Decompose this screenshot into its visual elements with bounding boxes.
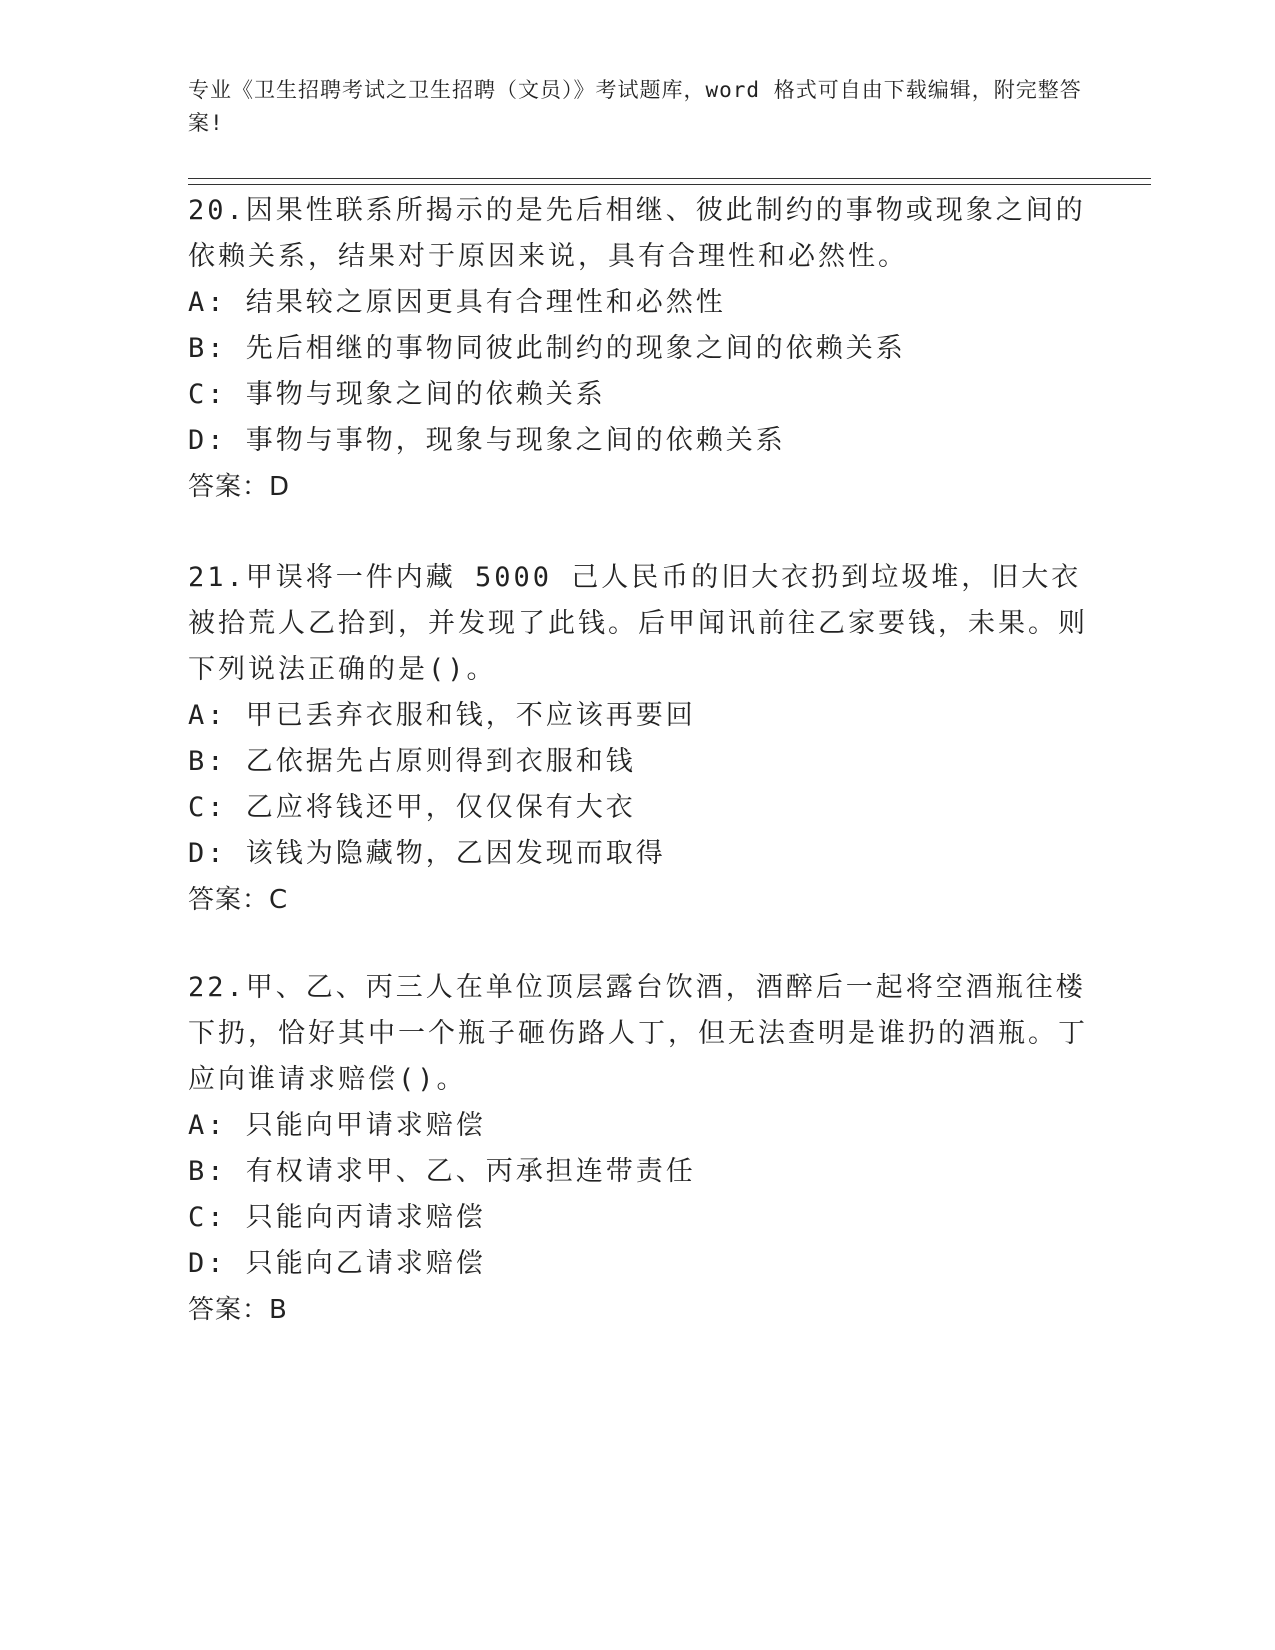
question-21 xyxy=(188,555,1088,923)
header-divider-top xyxy=(188,178,1151,179)
option-a: A: 甲已丢弃衣服和钱，不应该再要回 xyxy=(188,700,696,731)
question-22 xyxy=(188,965,1088,1333)
option-a: A: 结果较之原因更具有合理性和必然性 xyxy=(188,287,726,318)
option-c: C: 乙应将钱还甲，仅仅保有大衣 xyxy=(188,792,636,823)
document-header: 专业《卫生招聘考试之卫生招聘（文员）》考试题库，word 格式可自由下载编辑，附完整答案! xyxy=(188,78,1082,135)
option-c: C: 事物与现象之间的依赖关系 xyxy=(188,379,606,410)
option-b: B: 有权请求甲、乙、丙承担连带责任 xyxy=(188,1156,696,1187)
question-stem: 22.甲、乙、丙三人在单位顶层露台饮酒，酒醉后一起将空酒瓶往楼下扔，恰好其中一个瓶子砸伤路人丁，但无法查明是谁扔的酒瓶。丁应向谁请求赔偿()。 xyxy=(188,972,1088,1095)
option-d: D: 该钱为隐藏物，乙因发现而取得 xyxy=(188,838,666,869)
option-b: B: 乙依据先占原则得到衣服和钱 xyxy=(188,746,636,777)
question-stem: 21.甲误将一件内藏 5000 己人民币的旧大衣扔到垃圾堆，旧大衣被拾荒人乙拾到，并发现了此钱。后甲闻讯前往乙家要钱，未果。则下列说法正确的是()。 xyxy=(188,562,1088,685)
option-d: D: 只能向乙请求赔偿 xyxy=(188,1248,486,1279)
answer: 答案：D xyxy=(188,472,291,502)
option-b: B: 先后相继的事物同彼此制约的现象之间的依赖关系 xyxy=(188,333,906,364)
header-divider-bottom xyxy=(188,184,1151,185)
question-20 xyxy=(188,188,1088,510)
option-a: A: 只能向甲请求赔偿 xyxy=(188,1110,486,1141)
answer: 答案：C xyxy=(188,885,289,915)
answer: 答案：B xyxy=(188,1295,288,1325)
option-c: C: 只能向丙请求赔偿 xyxy=(188,1202,486,1233)
option-d: D: 事物与事物，现象与现象之间的依赖关系 xyxy=(188,425,786,456)
question-stem: 20.因果性联系所揭示的是先后相继、彼此制约的事物或现象之间的依赖关系，结果对于原因来说，具有合理性和必然性。 xyxy=(188,195,1086,272)
